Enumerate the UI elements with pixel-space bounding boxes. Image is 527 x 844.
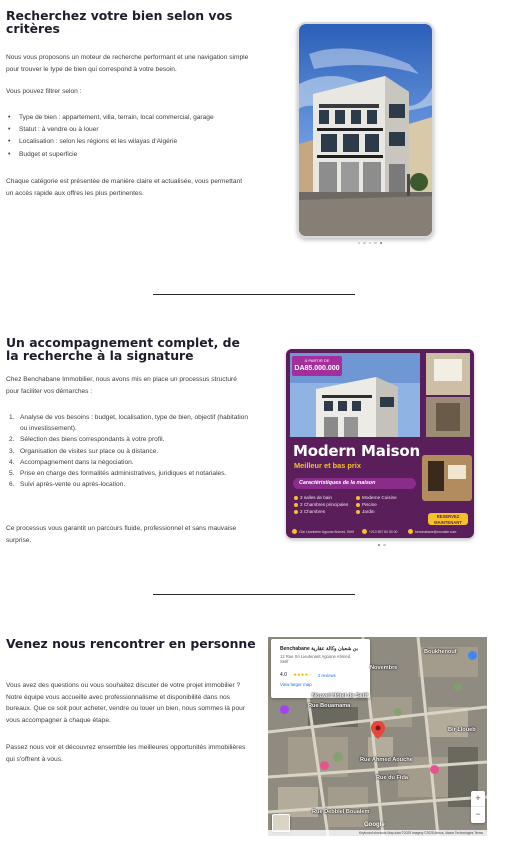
list-item: Analyse de vos besoins : budget, localisation, type de bien, objectif (habitation ou investissement). [20,414,248,433]
feature-item [294,509,325,514]
outro-text: Chaque catégorie est présentée de manière claire et actualisée, vous permettant un accès rapide aux offres les plus pertinentes. [6,178,243,197]
property-flyer[interactable] [286,349,474,538]
price-prefix: À PARTIR DE [304,358,330,363]
list-item: • Budget et superficie [6,149,256,161]
carousel-dot-active[interactable] [380,242,382,244]
filter-label: Vous pouvez filtrer selon : [6,88,82,95]
feature-item [294,502,348,507]
map-attribution[interactable]: Keyboard shortcuts Map data ©2025 Imagery ©2025 Airbus, Maxar Technologies Terms [268,830,487,836]
intro-text: Chez Benchabane Immobilier, nous avons mis en place un processus structuré pour faciliter vos démarches : [6,376,237,395]
star-icon: ★★★★☆ [293,672,313,677]
outro-text: Ce processus vous garantit un parcours fluide, professionnel et sans mauvaise surprise. [6,525,237,544]
list-item: Suivi après-vente ou après-location. [20,481,126,489]
location-icon [292,529,297,534]
section-search-criteria [0,0,527,270]
feature-label: Piscine [362,502,377,507]
google-logo: Google [364,822,385,828]
visit-text-2: Passez nous voir et découvrez ensemble les meilleures opportunités immobilières qui s'offrent à vous. [6,744,246,763]
carousel-dot[interactable] [383,544,385,546]
flyer-email [408,529,456,534]
feature-label: 3 salles de bain [300,495,332,500]
property-photo[interactable] [297,22,434,238]
list-item: • Statut : à vendre ou à louer [6,124,256,136]
feature-label: Jardin [362,509,375,514]
contact-text: Cite Lbonbehe Agoune Ahmed, Sétif [299,529,354,534]
google-map[interactable] [268,637,487,836]
phone-icon [362,529,367,534]
map-marker-icon[interactable] [371,721,385,739]
feature-label: 2 Chambres [300,509,326,514]
contact-text: +213 557 60 00 00 [369,529,398,534]
flyer-title: Modern Maison [293,442,420,460]
flyer-interior-photo [422,455,472,501]
zoom-out-icon[interactable]: − [471,806,485,821]
check-icon [294,503,298,507]
contact-text: benchabane@monsite.com [415,529,457,534]
carousel-dot[interactable] [358,242,360,244]
email-icon [408,529,413,534]
price-badge [292,356,342,376]
list-item: • Localisation : selon les régions et les wilayas d'Algérie [6,136,256,148]
map-street-label: Boukhenouf [424,649,457,655]
section-title: Venez nous rencontrer en personne [6,636,256,651]
house-photo-image [299,24,434,238]
carousel-dot[interactable] [369,242,371,244]
place-info-card [271,639,370,698]
section-title: Recherchez votre bien selon vos critères [6,8,233,36]
price-value: DA85.000.000 [294,365,340,372]
place-address: 12 Rue Sri Lieutenant Agoune Ahmed, Setif [280,654,352,665]
process-steps-list [6,412,251,490]
map-street-label: Rue Debbiel Boualem [312,809,370,815]
map-street-label: Rue du Fida [376,775,409,781]
feature-label: 2 Chambres principales [300,502,349,507]
feature-item [356,495,397,500]
list-item: Organisation de visites sur place ou à distance. [20,447,159,455]
poi-icon [320,761,329,770]
list-item: Sélection des biens correspondants à votre profil. [20,436,165,444]
list-item: Accompagnement dans la négociation. [20,458,134,466]
place-rating: 4.0 [280,672,287,678]
check-icon [356,496,360,500]
carousel-dots[interactable] [358,242,382,244]
section-divider [153,594,355,595]
flyer-subtitle: Meilleur et bas prix [294,461,361,470]
check-icon [294,496,298,500]
carousel-dots[interactable] [378,544,386,546]
map-street-label: Nouvel Hôtel de Setif [312,693,368,699]
map-street-label: Rue Ahmed Aouche [360,757,413,763]
section-divider [153,294,355,295]
filter-list [6,112,256,161]
map-street-label: Novembre [370,665,398,671]
check-icon [294,510,298,514]
section-title: Un accompagnement complet, de la recherche à la signature [6,335,240,363]
reserve-button[interactable]: RESERVEZ MAINTENANT [428,513,468,525]
poi-icon [468,651,477,660]
larger-map-link[interactable]: View larger map [280,682,312,687]
poi-icon [430,765,439,774]
feature-item [356,502,377,507]
poi-icon [280,705,289,714]
carousel-dot-active[interactable] [378,544,380,546]
carousel-dot[interactable] [363,242,365,244]
zoom-controls [471,791,485,823]
map-street-label: Bir Lloueb [448,727,476,733]
intro-text: Nous vous proposons un moteur de recherche performant et une navigation simple pour trouver le type de bien qui correspond à votre besoin. [6,54,249,73]
check-icon [356,510,360,514]
zoom-in-icon[interactable]: + [475,793,481,803]
flyer-address [292,529,354,534]
carousel-dot[interactable] [374,242,376,244]
place-name: Benchabane بن شعبان وكالة عقارية [280,646,358,652]
flyer-phone [362,529,397,534]
map-street-label: Rue Bouamama [308,703,351,709]
visit-text: Vous avez des questions ou vous souhaitez discuter de votre projet immobilier ? Notre équipe vous accueille avec professionnalisme et disponibilité dans nos bureaux. Que ce soit pour acheter, vendre ou louer un bien, nous sommes là pour vous accompagner à chaque étape. [6,682,245,724]
feature-item [294,495,332,500]
list-item: • Type de bien : appartement, villa, terrain, local commercial, garage [6,112,256,124]
feature-label: Moderne Cuisine [362,495,397,500]
check-icon [356,503,360,507]
list-item: Prise en charge des formalités administratives, juridiques et notariales. [20,470,227,478]
reviews-link[interactable]: 2 reviews [318,673,336,678]
feature-item [356,509,375,514]
flyer-features-heading: Caractéristiques de la maison [293,478,416,489]
